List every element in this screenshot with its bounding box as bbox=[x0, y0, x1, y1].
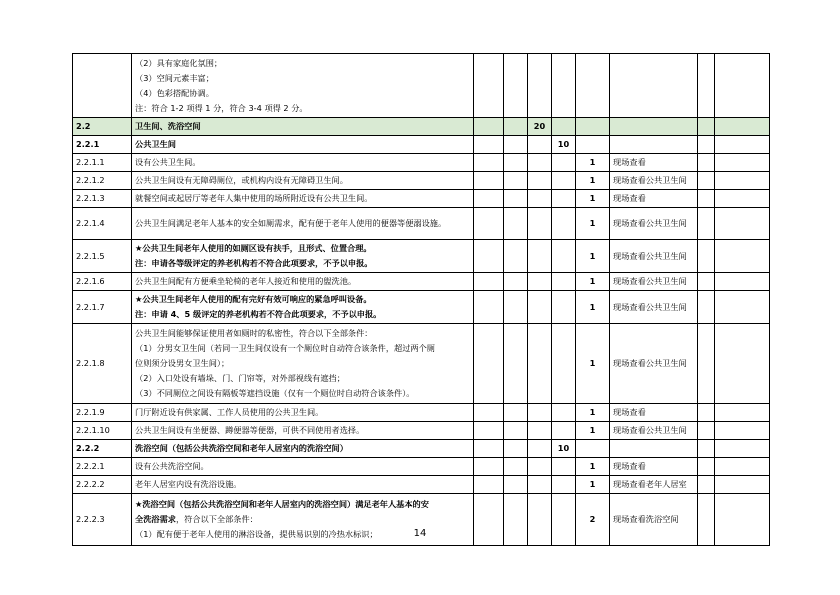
method-cell: 现场查看公共卫生间 bbox=[610, 172, 698, 190]
code-cell: 2.2.1.5 bbox=[73, 240, 132, 273]
method-cell: 现场查看洗浴空间 bbox=[610, 494, 698, 546]
item-cell: 设有公共卫生间。 bbox=[132, 154, 474, 172]
subsection-row bbox=[73, 440, 770, 458]
score-cell: 2 bbox=[576, 494, 610, 546]
section-title: 卫生间、洗浴空间 bbox=[132, 118, 474, 136]
item-line: ★公共卫生间老年人使用的如厕区设有扶手，且形式、位置合理。 bbox=[135, 243, 372, 253]
code-cell: 2.2.1 bbox=[73, 136, 132, 154]
section-code: 2.2 bbox=[73, 118, 132, 136]
item-line: （1）分男女卫生间（若同一卫生间仅设有一个厕位时自动符合该条件，超过两个厕 bbox=[135, 343, 435, 353]
method-cell: 现场查看公共卫生间 bbox=[610, 422, 698, 440]
score-cell: 1 bbox=[576, 291, 610, 324]
table-row bbox=[73, 324, 770, 404]
table-row bbox=[73, 154, 770, 172]
item-cell: 公共卫生间 bbox=[132, 136, 474, 154]
item-cell: 公共卫生间设有坐便器、蹲便器等便器，可供不同使用者选择。 bbox=[132, 422, 474, 440]
item-line: （1）配有便于老年人使用的淋浴设备，提供易识别的冷热水标识； bbox=[135, 529, 378, 539]
score-cell: 1 bbox=[576, 324, 610, 404]
item-line: （4）色彩搭配协调。 bbox=[135, 87, 214, 98]
table-row bbox=[73, 240, 770, 273]
method-cell: 现场查看公共卫生间 bbox=[610, 273, 698, 291]
method-cell: 现场查看公共卫生间 bbox=[610, 240, 698, 273]
score-cell: 1 bbox=[576, 273, 610, 291]
code-cell: 2.2.1.8 bbox=[73, 324, 132, 404]
code-cell: 2.2.1.10 bbox=[73, 422, 132, 440]
item-line: 位则须分设男女卫生间）； bbox=[135, 358, 230, 368]
code-cell: 2.2.2.1 bbox=[73, 458, 132, 476]
code-cell: 2.2.1.3 bbox=[73, 190, 132, 208]
method-cell: 现场查看 bbox=[610, 458, 698, 476]
item-cell bbox=[132, 54, 474, 118]
page-number: 14 bbox=[413, 528, 427, 539]
item-line: 注：符合 1-2 项得 1 分，符合 3-4 项得 2 分。 bbox=[135, 102, 308, 113]
item-text: 公共卫生间满足老年人基本的安全如厕需求，配有便于老年人使用的便器等便溺设施。 bbox=[135, 218, 447, 228]
item-line: ★公共卫生间老年人使用的配有完好有效可响应的紧急呼叫设备。 bbox=[135, 294, 372, 304]
code-cell bbox=[73, 54, 132, 118]
table-row bbox=[73, 476, 770, 494]
table-row bbox=[73, 54, 770, 118]
code-cell: 2.2.2 bbox=[73, 440, 132, 458]
item-line: 公共卫生间能够保证使用者如厕时的私密性，符合以下全部条件： bbox=[135, 328, 373, 338]
item-line: 全洗浴需求 bbox=[135, 514, 176, 524]
table-row bbox=[73, 190, 770, 208]
method-cell: 现场查看公共卫生间 bbox=[610, 324, 698, 404]
item-line: ★洗浴空间（包括公共洗浴空间和老年人居室内的洗浴空间）满足老年人基本的安 bbox=[135, 499, 429, 509]
section-row bbox=[73, 118, 770, 136]
note-line: 注：申请 4、5 级评定的养老机构若不符合此项要求，不予以申报。 bbox=[135, 309, 382, 319]
table-row bbox=[73, 422, 770, 440]
method-cell: 现场查看 bbox=[610, 154, 698, 172]
code-cell: 2.2.2.2 bbox=[73, 476, 132, 494]
table-row bbox=[73, 458, 770, 476]
table-row bbox=[73, 273, 770, 291]
item-cell bbox=[132, 240, 474, 273]
section-score: 20 bbox=[528, 118, 552, 136]
table-row bbox=[73, 172, 770, 190]
score-cell: 10 bbox=[552, 136, 576, 154]
score-cell: 1 bbox=[576, 404, 610, 422]
item-cell bbox=[132, 324, 474, 404]
score-cell: 1 bbox=[576, 208, 610, 240]
subsection-row bbox=[73, 136, 770, 154]
code-cell: 2.2.1.4 bbox=[73, 208, 132, 240]
method-cell: 现场查看 bbox=[610, 190, 698, 208]
code-cell: 2.2.1.2 bbox=[73, 172, 132, 190]
item-cell: 公共卫生间配有方便乘坐轮椅的老年人接近和使用的盥洗池。 bbox=[132, 273, 474, 291]
score-cell: 1 bbox=[576, 476, 610, 494]
item-line: （3）不同厕位之间设有隔板等遮挡设施（仅有一个厕位时自动符合该条件）。 bbox=[135, 388, 415, 398]
item-line: （2）具有家庭化氛围； bbox=[135, 57, 223, 68]
method-cell: 现场查看公共卫生间 bbox=[610, 208, 698, 240]
method-cell: 现场查看老年人居室 bbox=[610, 476, 698, 494]
code-cell: 2.2.1.9 bbox=[73, 404, 132, 422]
item-cell: 就餐空间或起居厅等老年人集中使用的场所附近设有公共卫生间。 bbox=[132, 190, 474, 208]
code-cell: 2.2.1.6 bbox=[73, 273, 132, 291]
item-cell: 门厅附近设有供家属、工作人员使用的公共卫生间。 bbox=[132, 404, 474, 422]
score-cell: 1 bbox=[576, 172, 610, 190]
method-cell: 现场查看 bbox=[610, 404, 698, 422]
item-cell: 设有公共洗浴空间。 bbox=[132, 458, 474, 476]
evaluation-table bbox=[72, 53, 770, 546]
item-line: （2）入口处设有墙垛、门、门帘等，对外部视线有遮挡； bbox=[135, 373, 345, 383]
score-cell: 1 bbox=[576, 190, 610, 208]
note-line: 注：申请各等级评定的养老机构若不符合此项要求，不予以申报。 bbox=[135, 258, 373, 268]
score-cell: 10 bbox=[552, 440, 576, 458]
table-row bbox=[73, 291, 770, 324]
item-line: （3）空间元素丰富； bbox=[135, 72, 214, 83]
item-cell bbox=[132, 208, 474, 240]
score-cell: 1 bbox=[576, 422, 610, 440]
code-cell: 2.2.2.3 bbox=[73, 494, 132, 546]
item-tail: ，符合以下全部条件： bbox=[175, 514, 258, 524]
item-cell: 公共卫生间设有无障碍厕位，或机构内设有无障碍卫生间。 bbox=[132, 172, 474, 190]
score-cell: 1 bbox=[576, 154, 610, 172]
table-row bbox=[73, 404, 770, 422]
item-cell: 洗浴空间（包括公共洗浴空间和老年人居室内的洗浴空间） bbox=[132, 440, 474, 458]
code-cell: 2.2.1.1 bbox=[73, 154, 132, 172]
table-row bbox=[73, 208, 770, 240]
score-cell: 1 bbox=[576, 240, 610, 273]
item-cell: 老年人居室内设有洗浴设施。 bbox=[132, 476, 474, 494]
score-cell: 1 bbox=[576, 458, 610, 476]
item-cell bbox=[132, 291, 474, 324]
method-cell: 现场查看公共卫生间 bbox=[610, 291, 698, 324]
code-cell: 2.2.1.7 bbox=[73, 291, 132, 324]
